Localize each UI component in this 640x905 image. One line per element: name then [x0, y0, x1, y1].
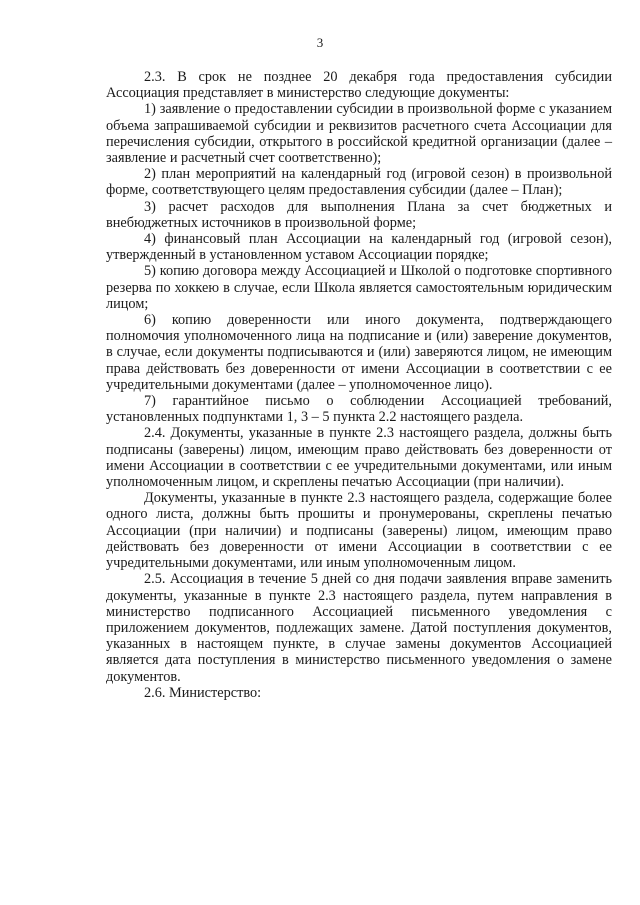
list-item-5: 5) копию договора между Ассоциацией и Школой о подготовке спортивного резерва по хоккею в случае, если Школа является самостоятельным юридическим лицом; [106, 263, 612, 312]
list-item-4: 4) финансовый план Ассоциации на календарный год (игровой сезон), утвержденный в установленном уставом Ассоциации порядке; [106, 231, 612, 264]
list-item-7: 7) гарантийное письмо о соблюдении Ассоциацией требований, установленных подпунктами 1, 3 – 5 пункта 2.2 настоящего раздела. [106, 393, 612, 426]
list-item-3: 3) расчет расходов для выполнения Плана за счет бюджетных и внебюджетных источников в произвольной форме; [106, 198, 612, 231]
paragraph-2-5: 2.5. Ассоциация в течение 5 дней со дня подачи заявления вправе заменить документы, указанные в пункте 2.3 настоящего раздела, путем направления в министерство подписанного Ассоциацией письменного уведомления с приложением документов, подлежащих замене. Датой поступления документов, указанных в настоящем пункте, в случае замены документов Ассоциацией является дата поступления в министерство письменного уведомления о замене документов. [106, 571, 612, 685]
list-item-2: 2) план мероприятий на календарный год (игровой сезон) в произвольной форме, соответствующего целям предоставления субсидии (далее – План); [106, 166, 612, 199]
paragraph-2-4: 2.4. Документы, указанные в пункте 2.3 настоящего раздела, должны быть подписаны (заверены) лицом, имеющим право действовать без доверенности от имени Ассоциации в соответствии с ее учредительными документами, или иным уполномоченным лицом, и скреплены печатью Ассоциации (при наличии). [106, 425, 612, 491]
document-body [106, 69, 612, 701]
list-item-1: 1) заявление о предоставлении субсидии в произвольной форме с указанием объема запрашиваемой субсидии и реквизитов расчетного счета Ассоциации для перечисления субсидии, открытого в российской кредитной организации (далее – заявление и расчетный счет соответственно); [106, 101, 612, 167]
page-number: 3 [316, 35, 324, 50]
paragraph-2-6: 2.6. Министерство: [144, 684, 262, 701]
list-item-6: 6) копию доверенности или иного документа, подтверждающего полномочия уполномоченного лица на подписание и (или) заверение документов, в случае, если документы подписываются и (или) заверяются лицом, не имеющим права действовать без доверенности от имени Ассоциации в соответствии с ее учредительными документами (далее – уполномоченное лицо). [106, 312, 612, 393]
paragraph-2-3: 2.3. В срок не позднее 20 декабря года предоставления субсидии Ассоциация представляет в министерство следующие документы: [106, 69, 612, 102]
paragraph-2-4-continued: Документы, указанные в пункте 2.3 настоящего раздела, содержащие более одного листа, должны быть прошиты и пронумерованы, скреплены печатью Ассоциации (при наличии) и подписаны (заверены) лицом, имеющим право действовать без доверенности от имени Ассоциации в соответствии с ее учредительными документами, или иным уполномоченным лицом. [106, 490, 612, 572]
